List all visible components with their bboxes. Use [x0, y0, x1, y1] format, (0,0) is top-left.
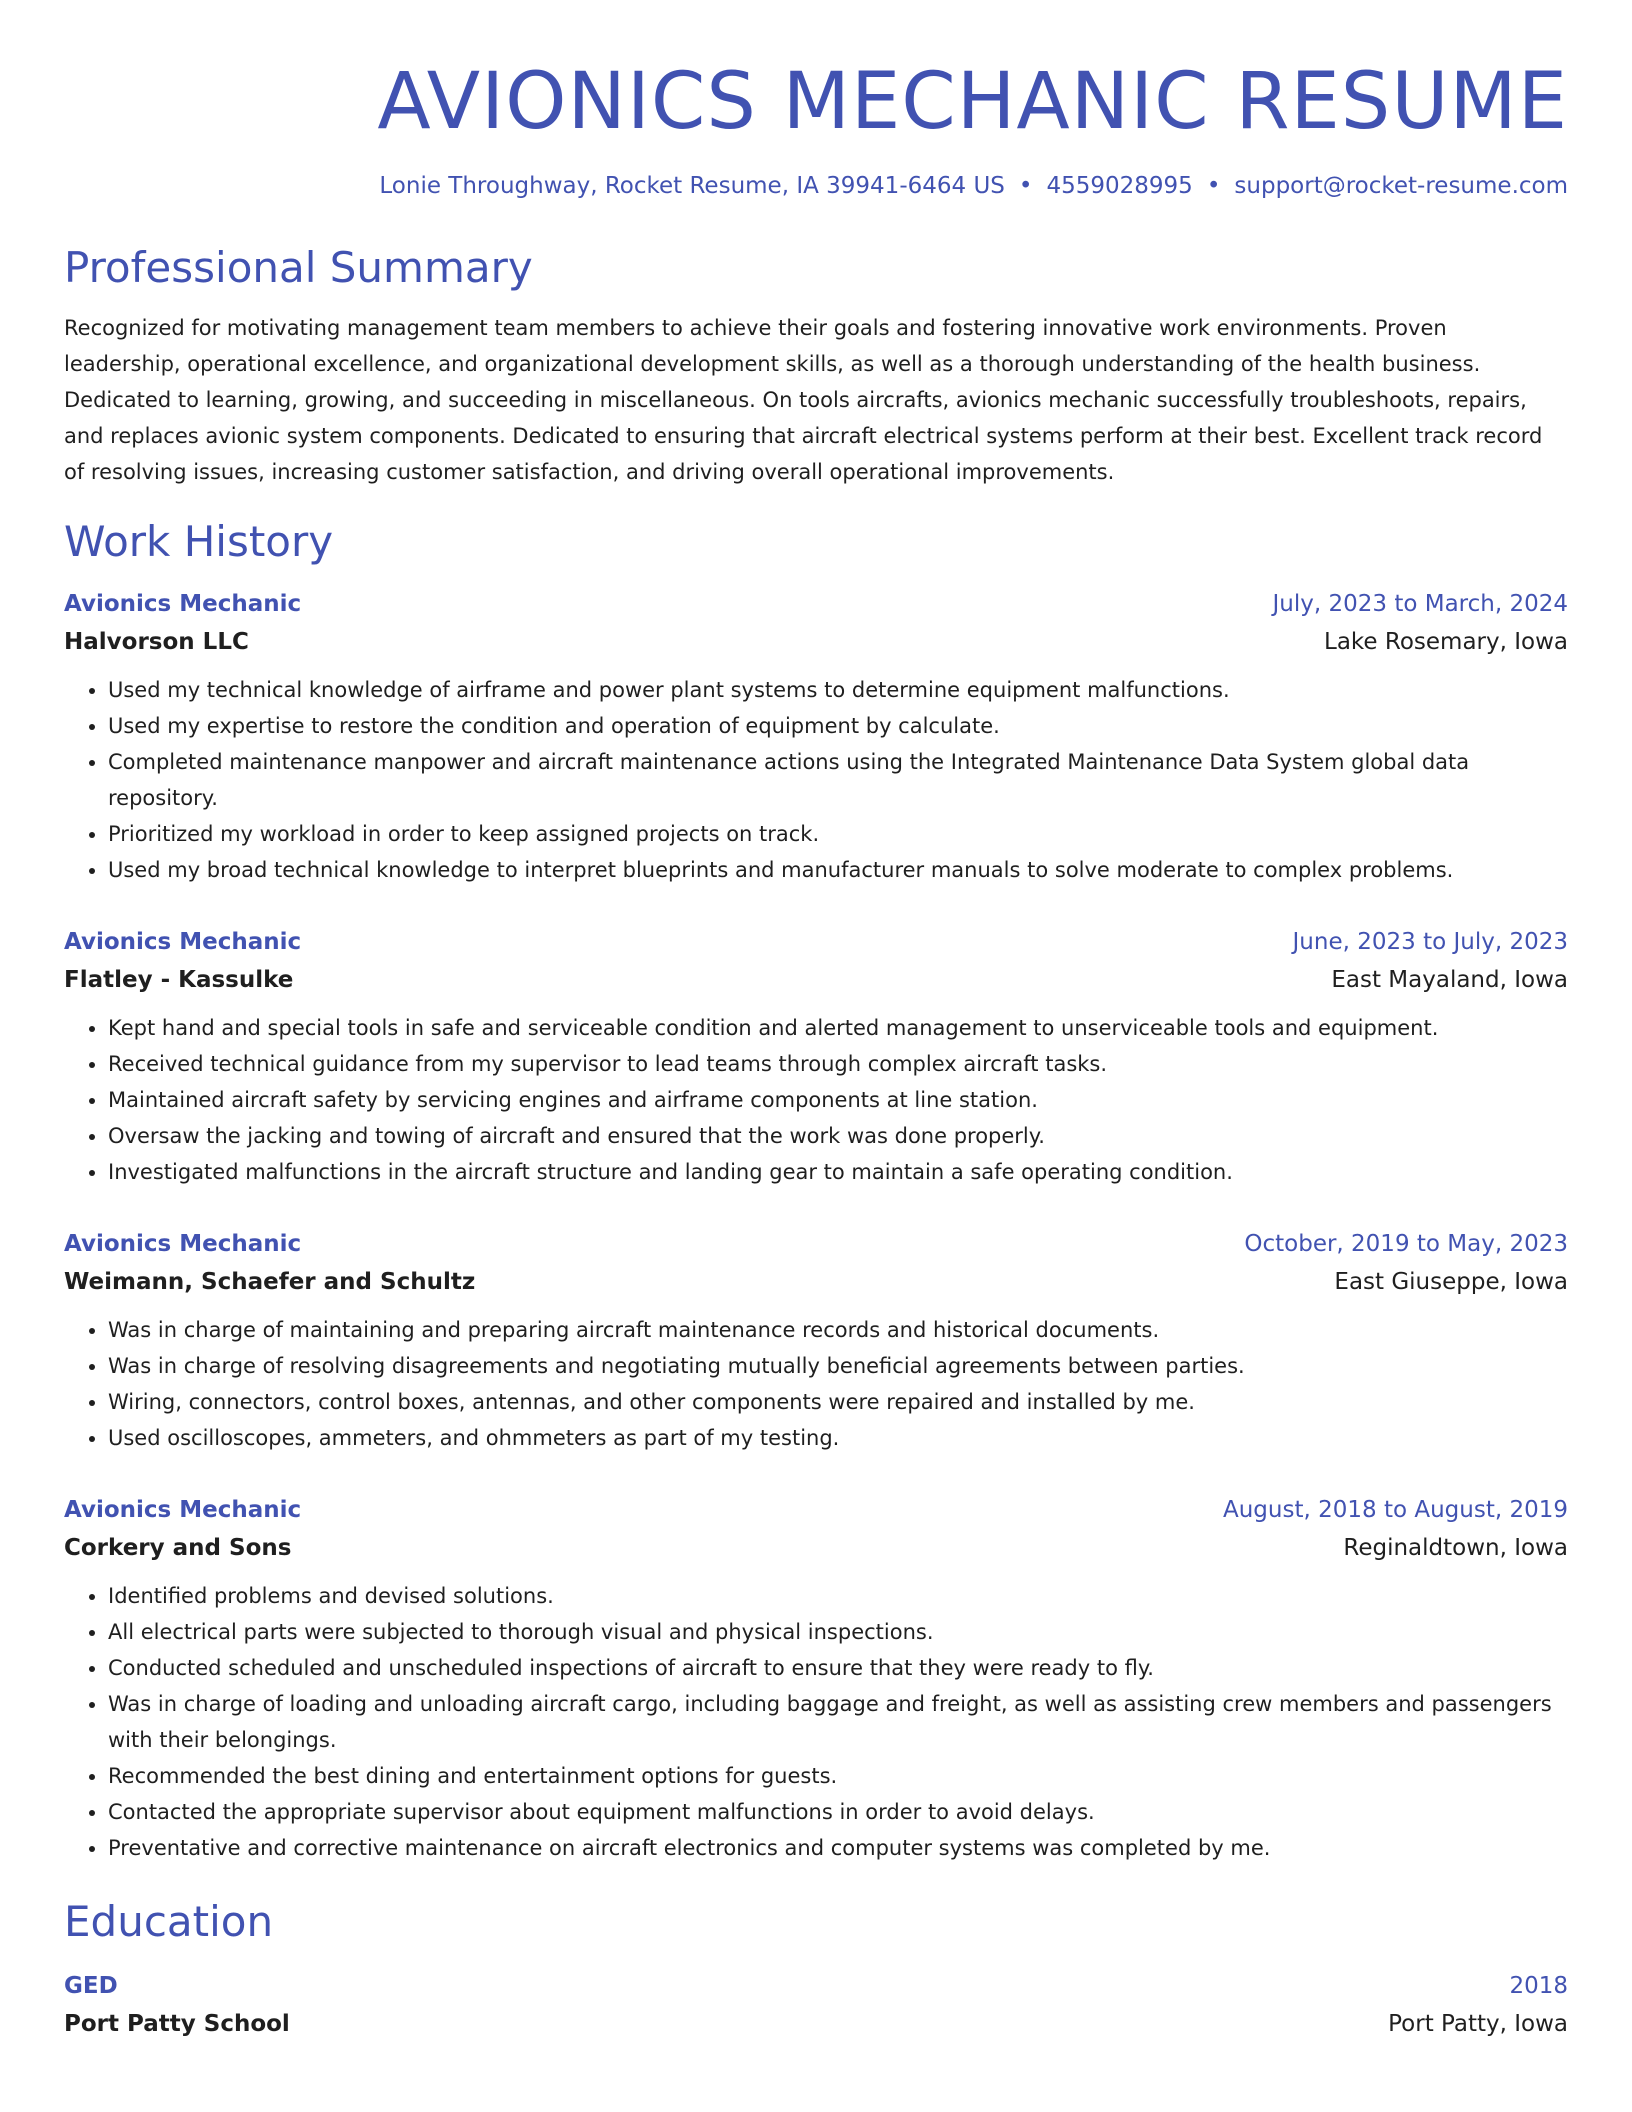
job-location: Lake Rosemary, Iowa [1324, 629, 1568, 655]
job-dates: July, 2023 to March, 2024 [1272, 591, 1568, 617]
contact-separator: • [1018, 173, 1033, 199]
education-year: 2018 [1509, 1973, 1568, 1999]
job-bullet: • Conducted scheduled and unscheduled inspections of aircraft to ensure that they were ready to fly. [108, 1650, 1568, 1686]
job-company: Flatley - Kassulke [64, 967, 294, 993]
job-bullets [64, 1312, 1568, 1456]
job-entry [64, 1492, 1568, 1866]
job-bullet: • Kept hand and special tools in safe and serviceable condition and alerted management to unserviceable tools and equipment. [108, 1010, 1568, 1046]
education-degree: GED [64, 1973, 118, 1999]
job-entry [64, 586, 1568, 888]
job-bullet: • Investigated malfunctions in the aircraft structure and landing gear to maintain a safe operating condition. [108, 1154, 1568, 1190]
job-bullet: • Contacted the appropriate supervisor about equipment malfunctions in order to avoid delays. [108, 1794, 1568, 1830]
job-bullet: • Was in charge of loading and unloading aircraft cargo, including baggage and freight, as well as assisting crew members and passengers with their belongings. [108, 1686, 1568, 1758]
education-location: Port Patty, Iowa [1388, 2011, 1568, 2037]
job-title: Avionics Mechanic [64, 1497, 302, 1523]
job-bullet: • All electrical parts were subjected to thorough visual and physical inspections. [108, 1614, 1568, 1650]
job-company: Weimann, Schaefer and Schultz [64, 1269, 476, 1295]
job-dates: August, 2018 to August, 2019 [1223, 1497, 1568, 1523]
resume-title: AVIONICS MECHANIC RESUME [377, 57, 1568, 147]
job-bullet: • Completed maintenance manpower and aircraft maintenance actions using the Integrated Maintenance Data System global data repository. [108, 744, 1568, 816]
contact-phone: 4559028995 [1046, 173, 1193, 199]
job-title: Avionics Mechanic [64, 1231, 302, 1257]
contact-email: support@rocket-resume.com [1234, 173, 1568, 199]
job-company: Halvorson LLC [64, 629, 249, 655]
job-bullet: • Used my technical knowledge of airframe and power plant systems to determine equipment malfunctions. [108, 672, 1568, 708]
job-bullet: • Prioritized my workload in order to keep assigned projects on track. [108, 816, 1568, 852]
education-school: Port Patty School [64, 2011, 290, 2037]
job-bullet: • Received technical guidance from my supervisor to lead teams through complex aircraft tasks. [108, 1046, 1568, 1082]
job-company: Corkery and Sons [64, 1535, 292, 1561]
job-bullet: • Was in charge of maintaining and preparing aircraft maintenance records and historical documents. [108, 1312, 1568, 1348]
job-bullet: • Used oscilloscopes, ammeters, and ohmmeters as part of my testing. [108, 1420, 1568, 1456]
job-bullet: • Maintained aircraft safety by servicing engines and airframe components at line station. [108, 1082, 1568, 1118]
summary-heading: Professional Summary [64, 243, 533, 292]
job-location: East Giuseppe, Iowa [1334, 1269, 1568, 1295]
job-entry [64, 1226, 1568, 1456]
contact-address: Lonie Throughway, Rocket Resume, IA 39941-6464 US [379, 173, 1005, 199]
job-bullet: • Wiring, connectors, control boxes, antennas, and other components were repaired and installed by me. [108, 1384, 1568, 1420]
job-title: Avionics Mechanic [64, 929, 302, 955]
job-location: East Mayaland, Iowa [1331, 967, 1568, 993]
job-dates: October, 2019 to May, 2023 [1244, 1231, 1568, 1257]
summary-text: Recognized for motivating management team members to achieve their goals and fostering innovative work environments. Proven leadership, operational excellence, and organizational development skills, as well as a thorough understanding of the health business. Dedicated to learning, growing, and succeeding in miscellaneous. On tools aircrafts, avionics mechanic successfully troubleshoots, repairs, and replaces avionic system components. Dedicated to ensuring that aircraft electrical systems perform at their best. Excellent track record of resolving issues, increasing customer satisfaction, and driving overall operational improvements. [64, 316, 1543, 484]
job-bullet: • Identified problems and devised solutions. [108, 1578, 1568, 1614]
job-location: Reginaldtown, Iowa [1343, 1535, 1568, 1561]
job-title: Avionics Mechanic [64, 591, 302, 617]
contact-separator: • [1206, 173, 1221, 199]
job-bullet: • Oversaw the jacking and towing of aircraft and ensured that the work was done properly. [108, 1118, 1568, 1154]
education-entry [64, 1968, 1568, 2044]
job-entry [64, 924, 1568, 1190]
job-bullet: • Used my expertise to restore the condition and operation of equipment by calculate. [108, 708, 1568, 744]
job-bullets [64, 672, 1568, 888]
job-bullet: • Used my broad technical knowledge to interpret blueprints and manufacturer manuals to solve moderate to complex problems. [108, 852, 1568, 888]
contact-line [64, 170, 1568, 202]
job-bullet: • Recommended the best dining and entertainment options for guests. [108, 1758, 1568, 1794]
job-bullets [64, 1010, 1568, 1190]
job-dates: June, 2023 to July, 2023 [1292, 929, 1568, 955]
job-bullet: • Preventative and corrective maintenance on aircraft electronics and computer systems was completed by me. [108, 1830, 1568, 1866]
job-bullets [64, 1578, 1568, 1866]
job-bullet: • Was in charge of resolving disagreements and negotiating mutually beneficial agreements between parties. [108, 1348, 1568, 1384]
work-history-heading: Work History [64, 517, 334, 566]
education-heading: Education [64, 1897, 274, 1946]
